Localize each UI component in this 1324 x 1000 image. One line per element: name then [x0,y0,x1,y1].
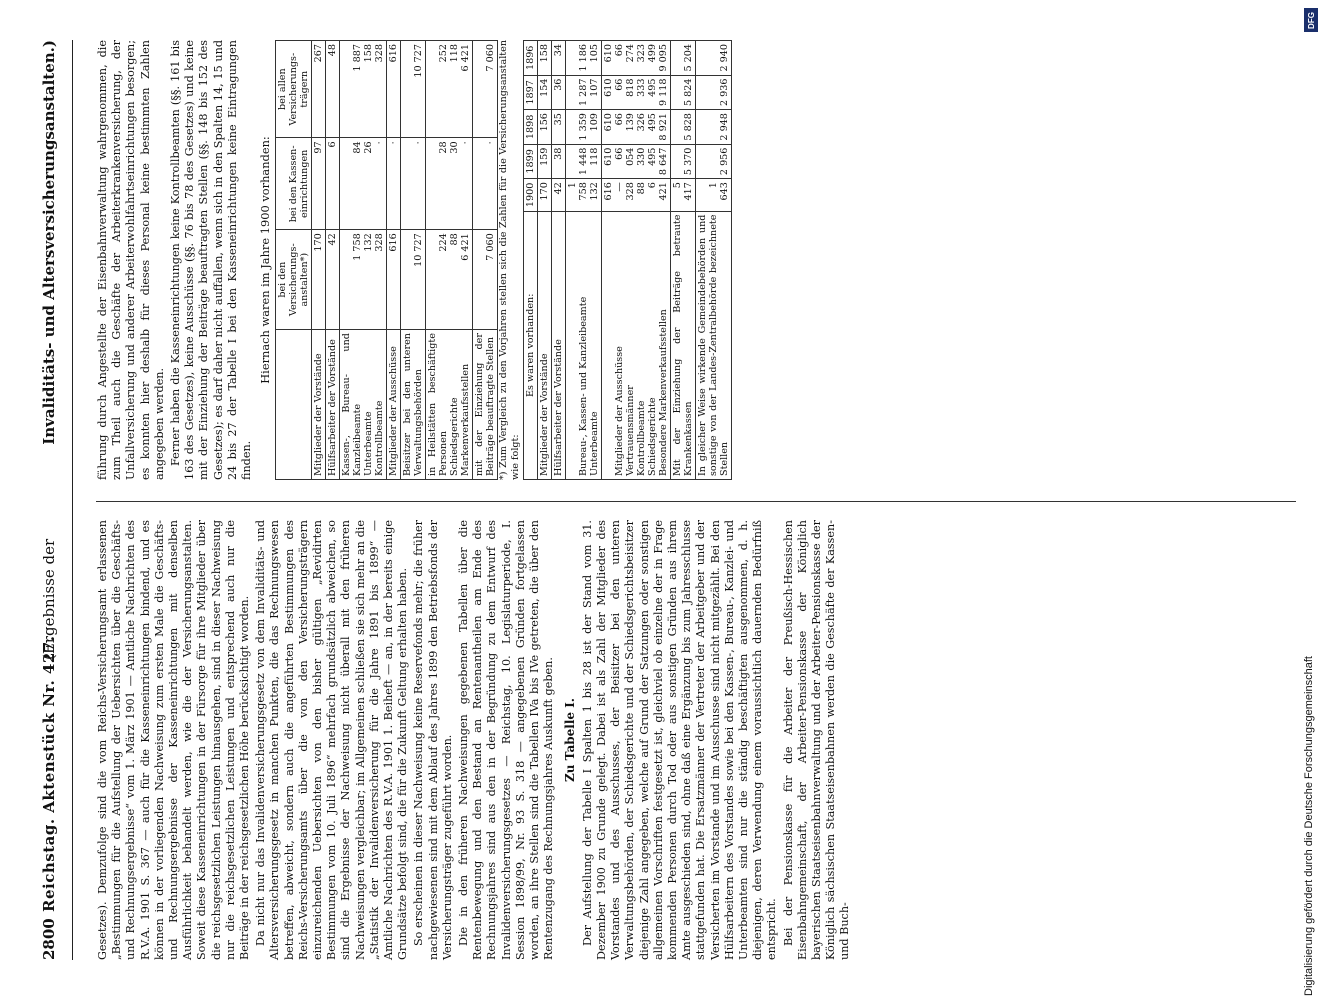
table-row [312,41,326,480]
table-cell: 10 727 [401,230,426,330]
digitization-note [1300,8,1322,996]
table-cell: 616 [387,230,401,330]
table-cell: 2 948 [696,110,732,145]
paragraph: führung durch Angestellte der Eisenbahnverwaltung wahrgenommen, die zum Theil auch die Geschäfte der Arbeiterkrankenversicherung, der Unfallversicherung und anderer Arbeiterwohlfahrtseinrichtungen besorgen; es konnten hier deshalb für dieses Personal keine bestimmten Zahlen angegeben werden. [96,40,166,480]
staff-table-1900 [275,40,498,480]
table-cell: 38 [552,144,566,179]
table-cell: 1 643 [696,179,732,211]
page-title: Reichstag. Aktenstück Nr. 427. [40,635,58,912]
header-rule [72,40,73,960]
table-cell: 224 88 6 421 [426,230,473,330]
table-cell: 6 [326,138,340,230]
table-cell: 252 118 6 421 [426,41,473,138]
table-cell: 170 [538,179,552,211]
table-cell: 267 [312,41,326,138]
table-cell: 42 [326,230,340,330]
page-number: 2800 [40,918,58,960]
paragraph: Der Aufstellung der Tabelle I Spalten 1 bis 28 ist der Stand vom 31. Dezember 1900 zu Grunde gelegt. Dabei ist als Zahl der Mitglieder des Vorstandes und des Ausschusses, der Beisitzer bei den unteren Verwaltungsbehörden, der Schiedsgerichte und der Schiedsgerichtsbeisitzer diejenige Zahl angegeben, welche auf Grund der Satzungen oder sonstigen allgemeinen Vorschriften festgesetzt ist, gleichviel ob einzelne der in Frage kommenden Personen durch Tod oder aus sonstigen Gründen aus ihrem Amte ausgeschieden sind, ohne daß eine Ergänzung bis zum Jahresschlusse stattgefunden hat. Die Ersatzmänner der Vertreter der Arbeitgeber und der Versicherten im Vorstande und im Ausschusse sind nicht mitgezählt. Bei den Hülfsarbeitern des Vorstandes sowie bei den Kassen-, Bureau-, Kanzlei- und Unterbeamten sind nur die ständig beschäftigten ausgenommen, d. h. diejenigen, deren Verwendung einem voraussichtlich dauernden Bedürfniß entspricht. [580,520,779,960]
table-cell: 5 824 [671,75,696,110]
table-cell: 1 359 109 [566,110,602,145]
table-cell: 616 [387,41,401,138]
table-cell: 1 758 132 328 [340,230,387,330]
row-label: mit der Einziehung der Beiträge beauftragte Stellen [473,330,498,480]
table-row [671,41,696,480]
table-header-row [276,41,312,480]
paragraph: Die in den früheren Nachweisungen gegebenen Tabellen über die Rentenbewegung und den Bestand an Rentenantheilen am Ende des Rechnungsjahres sind aus den in der Begründung zu dem Entwurf des Invalidenversicherungsgesetzes — Reichstag, 10. Legislaturperiode, I. Session 1898/99, Nr. 93 S. 318 — angegebenen Gründen fortgelassen worden, an ihre Stellen sind die Tabellen IVa bis IVe getreten, die über den Rentenzugang des Rechnungsjahres Auskunft geben. [457,520,556,960]
table-cell: 1 448 118 [566,144,602,179]
paragraph: So erscheinen in dieser Nachweisung keine Reservefonds mehr; die früher nachgewiesenen sind mit dem Ablauf des Jahres 1899 den Betriebsfonds der Versicherungsträger zugeführt worden. [412,520,454,960]
table-cell: 1 887 158 328 [340,41,387,138]
comparison-table [523,40,732,480]
column-header: 1897 [524,75,538,110]
row-label: Hülfsarbeiter der Vorstände [552,211,566,479]
table-caption: Hiernach waren im Jahre 1900 vorhanden: [258,136,273,384]
table-cell: 10 727 [401,41,426,138]
table-body [312,41,498,480]
row-label: Bureau-, Kassen- und Kanzleibeamte Unterbeamte [566,211,602,479]
table-cell: 2 956 [696,144,732,179]
table-cell: · [387,138,401,230]
table-cell: 5 204 [671,41,696,76]
table-cell: 159 [538,144,552,179]
table-cell: 28 30 · [426,138,473,230]
table-cell: 610 66 139 326 495 8 921 [602,110,671,145]
table-cell: 610 66 054 330 495 8 647 [602,144,671,179]
table-cell: 1 758 132 [566,179,602,211]
column-header: Es waren vorhanden: [524,211,538,479]
table-cell: 5 417 [671,179,696,211]
column-header: 1896 [524,41,538,76]
page-subtitle-continued: Invaliditäts- und Altersversicherungsanstalten.) [40,40,58,445]
right-column [96,40,732,480]
row-label: Mit der Einziehung der Beiträge betraute Krankenkassen [671,211,696,479]
table-row [473,41,498,480]
column-header [276,330,312,480]
paragraph: Ferner haben die Kasseneinrichtungen keine Kontrollbeamten (§§. 161 bis 163 des Gesetzes), keine Ausschüsse (§§. 76 bis 78 des Gesetzes) und keine mit der Einziehung der Beiträge beauftragten Stellen (§§. 148 bis 152 des Gesetzes); es darf daher nicht auffallen, wenn sich in den Spalten 14, 15 und 24 bis 27 der Tabelle I bei den Kasseneinrichtungen keine Eintragungen finden. [169,40,254,480]
table-cell: 170 [312,230,326,330]
column-header: bei den Versicherungs-anstalten*) [276,230,312,330]
table-row [426,41,473,480]
row-label: Hülfsarbeiter der Vorstände [326,330,340,480]
table-cell: 48 [326,41,340,138]
table-row [340,41,387,480]
table-cell: · [473,138,498,230]
table-cell: 1 287 107 [566,75,602,110]
table-row [326,41,340,480]
digitization-text: Digitalisierung gefördert durch die Deutsche Forschungsgemeinschaft [1303,656,1315,996]
table-cell: 610 66 818 333 495 9 118 [602,75,671,110]
page-subtitle: (Ergebnisse der [40,538,58,660]
row-label: Mitglieder der Ausschüsse Vertrauensmänner Kontrollbeamte Schiedsgerichte Besondere Markenverkaufsstellen [602,211,671,479]
table-cell: 35 [552,110,566,145]
table-cell: 1 186 105 [566,41,602,76]
table-row [401,41,426,480]
column-header: 1900 [524,179,538,211]
row-label: Mitglieder der Vorstände [538,211,552,479]
table-cell: 7 060 [473,230,498,330]
left-column [96,520,855,960]
table-body [538,41,732,480]
table-cell: 7 060 [473,41,498,138]
table-cell: 42 [552,179,566,211]
table-row [566,41,602,480]
page-header [40,40,66,960]
column-header: bei den Kassen-einrichtungen [276,138,312,230]
column-header: bei allen Versicherungs-trägern [276,41,312,138]
table-cell: 2 936 [696,75,732,110]
row-label: Beisitzer bei den unteren Verwaltungsbehörden [401,330,426,480]
table-cell: 2 940 [696,41,732,76]
table-cell: 5 828 [671,110,696,145]
paragraph: Da nicht nur das Invalidenversicherungsgesetz von dem Invaliditäts- und Altersversicherungsgesetz in manchen Punkten, die das Rechnungswesen betreffen, abweicht, sondern auch die angeführten Bestimmungen des Reichs-Versicherungsamts über die von den Versicherungsträgern einzureichenden Uebersichten von den bisher gültigen „Revidirten Bestimmungen vom 10. Juli 1896“ mehrfach grundsätzlich abweichen, so sind die Ergebnisse der Nachweisung nicht überall mit den früheren Nachweisungen vergleichbar; im Allgemeinen schließen sie sich mehr an die „Statistik der Invalidenversicherung für die Jahre 1891 bis 1899“ — Amtliche Nachrichten des R.V.A. 1901 1. Beiheft — an, in der bereits einige Grundsätze befolgt sind, die für die Zukunft Geltung erhalten haben. [254,520,410,960]
footnote: *) Zum Vergleich zu den Vorjahren stellen sich die Zahlen für die Versicherungsanstalten wie folgt: [498,40,521,480]
row-label: Kassen-, Bureau- und Kanzleibeamte Unterbeamte Kontrollbeamte [340,330,387,480]
column-header: 1899 [524,144,538,179]
row-label: in Heilstätten beschäftigte Personen Schiedsgerichte Markenverkaufsstellen [426,330,473,480]
table-cell: · [401,138,426,230]
table-cell: 158 [538,41,552,76]
table-cell: 36 [552,75,566,110]
table-header-row [524,41,538,480]
row-label: In gleicher Weise wirkende Gemeindebehörden und sonstige von der Landes-Zentralbehörde bezeichnete Stellen [696,211,732,479]
dfg-logo: DFG [1304,8,1318,32]
table-row [552,41,566,480]
table-row [538,41,552,480]
column-divider [96,501,1296,502]
table-cell: 610 66 274 323 499 9 095 [602,41,671,76]
table-row [602,41,671,480]
row-label: Mitglieder der Ausschüsse [387,330,401,480]
table-cell: 5 370 [671,144,696,179]
table-cell: 156 [538,110,552,145]
table-cell: 97 [312,138,326,230]
column-header: 1898 [524,110,538,145]
row-label: Mitglieder der Vorstände [312,330,326,480]
table-row [387,41,401,480]
paragraph: Bei der Pensionskasse für die Arbeiter der Preußisch-Hessischen Eisenbahngemeinschaft, der Arbeiter-Pensionskasse der Königlich bayerischen Staatseisenbahnverwaltung und der Arbeiter-Pensionskasse der Königlich sächsischen Staatseisenbahnen werden die Geschäfte der Kassen- und Buch- [781,520,852,960]
table-cell: 616 — 328 88 6 421 [602,179,671,211]
table-cell: 154 [538,75,552,110]
table-cell: 84 26 · [340,138,387,230]
section-heading: Zu Tabelle I. [562,698,577,782]
table-row [696,41,732,480]
table-cell: 34 [552,41,566,76]
paragraph: Gesetzes). Demzufolge sind die vom Reichs-Versicherungsamt erlassenen „Bestimmungen für die Aufstellung der Uebersichten über die Geschäfts- und Rechnungsergebnisse“ vom 1. März 1901 — Amtliche Nachrichten des R.V.A. 1901 S. 367 — auch für die Kasseneinrichtungen bindend, und es können in der vorliegenden Nachweisung zum ersten Male die Geschäfts- und Rechnungsergebnisse der Kasseneinrichtungen mit denselben Ausführlichkeit behandelt werden, wie die der Versicherungsanstalten. Soweit diese Kasseneinrichtungen in der Fürsorge für ihre Mitglieder über die reichsgesetzlichen Leistungen hinausgehen, sind in dieser Nachweisung nur die reichsgesetzlichen Leistungen und entsprechend auch nur die Beiträge in der reichsgesetzlichen Höhe berücksichtigt worden. [96,520,252,960]
